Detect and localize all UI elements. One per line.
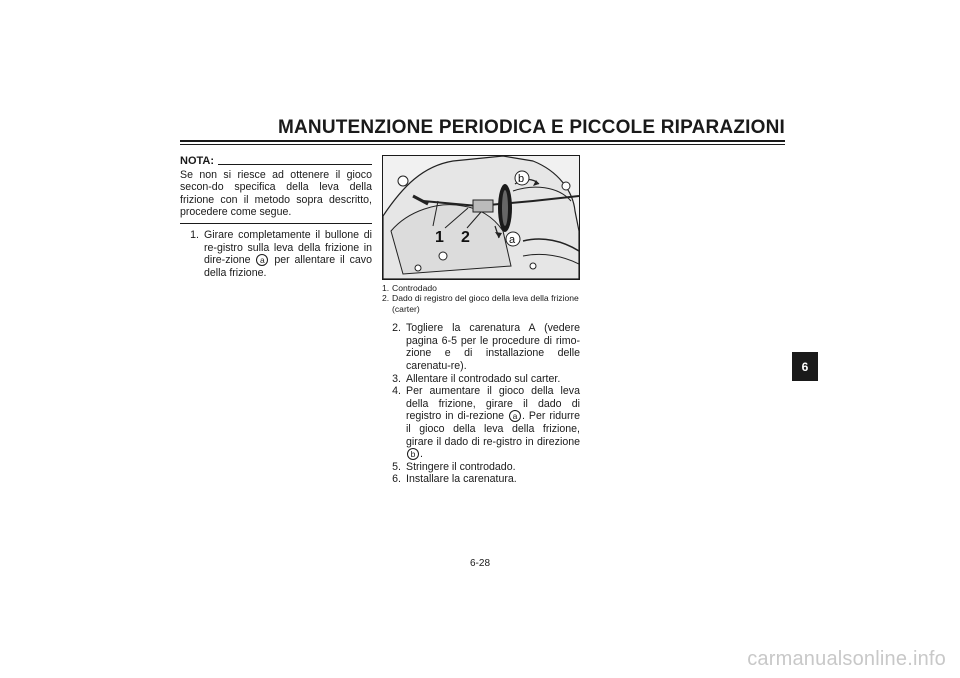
header-rule — [180, 140, 785, 142]
nota-label: NOTA: — [180, 155, 215, 167]
header-rule-thin — [180, 144, 785, 145]
watermark: carmanualsonline.info — [747, 648, 946, 670]
right-column — [382, 155, 580, 486]
procedure-steps — [382, 322, 580, 486]
step-number: 2. — [392, 322, 401, 335]
step-text-part: Per aumentare il gioco della leva della frizione, girare il dado di registro in di-rezione — [406, 385, 580, 423]
step-2 — [382, 322, 580, 372]
engine-illustration-svg — [383, 156, 579, 279]
nota-rule — [218, 164, 372, 165]
nota-text: Se non si riesce ad ottenere il gioco secon-do specifica della leva della frizione con il metodo sopra descritto, procedere come segue. — [180, 168, 372, 219]
caption-text: Controdado — [392, 283, 437, 293]
callout-2: 2 — [461, 229, 470, 246]
caption-number: 1. — [382, 283, 390, 293]
caption-text: Dado di registro del gioco della leva della frizione (carter) — [392, 293, 579, 314]
caption-item — [382, 283, 580, 293]
chapter-tab: 6 — [792, 352, 818, 381]
step-text: Stringere il controdado. — [406, 460, 516, 473]
callout-1: 1 — [435, 229, 444, 246]
step-number: 6. — [392, 473, 401, 486]
step-4 — [382, 385, 580, 461]
step-number: 5. — [392, 460, 401, 473]
step-text: Installare la carenatura. — [406, 473, 517, 486]
direction-b-marker: b — [518, 173, 525, 185]
clutch-cable-illustration — [382, 155, 580, 280]
step-1 — [180, 229, 372, 279]
direction-a-marker: a — [256, 254, 268, 266]
nota-header — [180, 155, 372, 168]
step-6 — [382, 473, 580, 486]
page-header-title: MANUTENZIONE PERIODICA E PICCOLE RIPARAZIONI — [277, 117, 785, 138]
figure-caption — [382, 283, 580, 314]
direction-a-marker: a — [509, 410, 521, 422]
step-text-part: per allentare il cavo della frizione. — [204, 254, 372, 279]
caption-item — [382, 293, 580, 314]
step-number: 1. — [190, 228, 199, 241]
nota-end-rule — [180, 223, 372, 224]
step-number: 3. — [392, 372, 401, 385]
step-number: 4. — [392, 385, 401, 398]
step-3 — [382, 373, 580, 386]
step-text — [204, 229, 372, 279]
page-number: 6-28 — [469, 558, 490, 569]
direction-a-marker: a — [509, 234, 516, 246]
step-text-part: Girare completamente il bullone di re-gistro sulla leva della frizione in dire-zione — [204, 228, 372, 267]
step-text: Allentare il controdado sul carter. — [406, 372, 561, 385]
left-column — [180, 155, 372, 279]
direction-b-marker: b — [407, 448, 419, 460]
step-text-part: . — [420, 448, 423, 461]
step-text: Togliere la carenatura A (vedere pagina 6-5 per le procedure di rimo-zione e di installazione delle carenatu-re). — [406, 322, 580, 372]
caption-number: 2. — [382, 293, 390, 304]
step-5 — [382, 461, 580, 474]
step-text — [406, 385, 580, 461]
step-text-part: . Per ridurre il gioco della leva della frizione, girare il dado di re-gistro in direzione — [406, 410, 580, 448]
